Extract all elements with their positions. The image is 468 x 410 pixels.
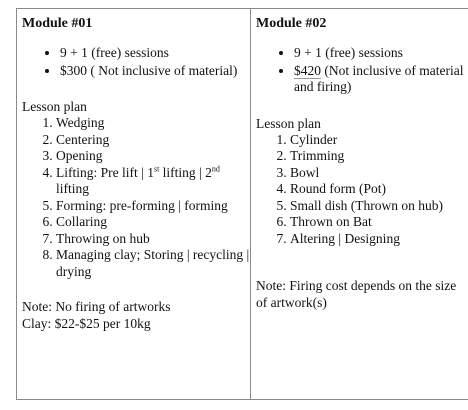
list-item — [56, 165, 250, 198]
ordinal-st: st — [153, 164, 160, 173]
list-item: 1. Cylinder — [290, 132, 468, 149]
list-item: 4. Round form (Pot) — [290, 181, 468, 198]
list-item: 2. Centering — [56, 132, 250, 149]
module-2-note-firing-cost: Note: Firing cost depends on the size of artwork(s) — [256, 278, 457, 310]
module-1-bullets — [22, 45, 250, 79]
module-1-title: Module #01 — [22, 16, 93, 31]
table-row — [17, 9, 468, 400]
list-item: • 9 + 1 (free) sessions — [60, 45, 250, 62]
ordinal-nd: nd — [211, 164, 220, 173]
list-item: 7. Altering | Designing — [290, 231, 468, 248]
list-item: 6. Collaring — [56, 214, 250, 231]
module-2-bullets — [256, 45, 468, 96]
list-item: 3. Bowl — [290, 165, 468, 182]
list-item: 3. Opening — [56, 148, 250, 165]
list-item: • $300 ( Not inclusive of material) — [60, 63, 250, 80]
list-item: 1. Wedging — [56, 115, 250, 132]
module-2-title: Module #02 — [256, 16, 327, 31]
module-table — [16, 8, 468, 400]
list-item: 6. Thrown on Bat — [290, 214, 468, 231]
module-2-cell — [251, 9, 468, 400]
module-2-price-note: (Not inclusive of material and firing) — [294, 62, 464, 94]
module-1-note-firing: Note: No firing of artworks — [22, 299, 171, 314]
module-2-lesson-list — [256, 132, 468, 248]
lifting-text-c: lifting — [56, 181, 89, 196]
list-item: 2. Trimming — [290, 148, 468, 165]
module-1-cell — [17, 9, 251, 400]
list-item — [294, 63, 468, 96]
module-1-note-clay: Clay: $22-$25 per 10kg — [22, 315, 151, 331]
list-item: 5. Small dish (Thrown on hub) — [290, 198, 468, 215]
module-2-lesson-heading: Lesson plan — [256, 115, 321, 131]
list-item: • 9 + 1 (free) sessions — [294, 45, 468, 62]
lifting-text-a: Lifting: Pre lift | 1 — [56, 164, 154, 180]
list-item: 8. Managing clay; Storing | recycling | drying — [56, 247, 250, 280]
module-1-lesson-heading: Lesson plan — [22, 99, 87, 114]
module-1-lesson-list — [22, 115, 250, 280]
lifting-text-b: lifting | 2 — [159, 164, 212, 180]
module-2-price: $420 — [294, 62, 321, 78]
list-item: 7. Throwing on hub — [56, 231, 250, 248]
list-item: 5. Forming: pre-forming | forming — [56, 198, 250, 215]
